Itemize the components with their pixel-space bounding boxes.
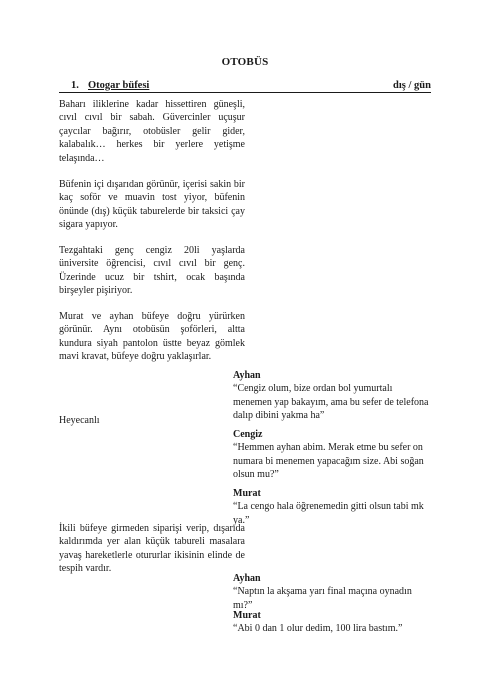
action-text: Murat ve ayhan büfeye doğru yürürken görünür. Aynı otobüsün şoförleri, altta kundura siyah pantolon üstte beyaz gömlek mavi kravat, büfeye doğru yaklaşırlar. [59,311,245,363]
scene-number: 1. [71,80,79,91]
scene-name: Otogar büfesi [88,80,150,91]
action-paragraph [59,244,245,298]
dialogue-line: “La cengo hala öğrenemedin gitti olsun tabi mk ya.” [233,501,424,526]
dialogue-block [233,572,433,612]
dialogue-line: “Abi 0 dan 1 olur dedim, 100 lira bastım.” [233,623,403,635]
action-text: Heyecanlı [59,415,100,426]
scene-divider [59,92,431,93]
action-paragraph [59,522,245,576]
dialogue-block [233,609,433,636]
dialogue-block [233,428,433,482]
speaker-name: Murat [233,488,261,499]
scene-time-tag: dış / gün [393,80,431,91]
speaker-name: Ayhan [233,573,261,584]
dialogue-line: “Naptın la akşama yarı final maçına oynadın mı?” [233,586,412,611]
speaker-name: Cengiz [233,429,263,440]
action-paragraph [59,178,245,232]
action-text: Baharı iliklerine kadar hissettiren güneşli, cıvıl cıvıl bir sabah. Güvercinler uçuşur çaycılar bağırır, otobüsler gelir gider, kalabalık… herkes bir yerlere yetişme telaşında… [59,99,245,164]
speaker-name: Murat [233,610,261,621]
action-text: Tezgahtaki genç cengiz 20li yaşlarda üniversite öğrencisi, cıvıl cıvıl bir genç. Üzerinde ucuz bir tshirt, ocak başında birşeyler pişiriyor. [59,245,245,297]
action-text: İkili büfeye girmeden siparişi verip, dışarıda kaldırımda yer alan küçük tabureli masalara yavaş hareketlerle otururlar ikisinin elinde de tespih vardır. [59,523,245,575]
parenthetical [59,414,245,427]
speaker-name: Ayhan [233,370,261,381]
dialogue-line: “Cengiz olum, bize ordan bol yumurtalı menemen yap bakayım, ama bu sefer de telefona dalıp dibini yakma ha” [233,383,429,422]
dialogue-block [233,487,433,527]
dialogue-block [233,369,433,423]
action-paragraph [59,98,245,165]
action-text: Büfenin içi dışarıdan görünür, içerisi sakin bir kaç soför ve muavin tost yiyor, büfenin önünde (dış) küçük taburelerde bir taksici çay sigara yapıyor. [59,179,245,231]
dialogue-line: “Hemmen ayhan abim. Merak etme bu sefer on numara bi menemen yapacağım size. Abi soğan olsun mu?” [233,442,424,481]
action-paragraph [59,310,245,364]
script-title: OTOBÜS [221,56,269,68]
